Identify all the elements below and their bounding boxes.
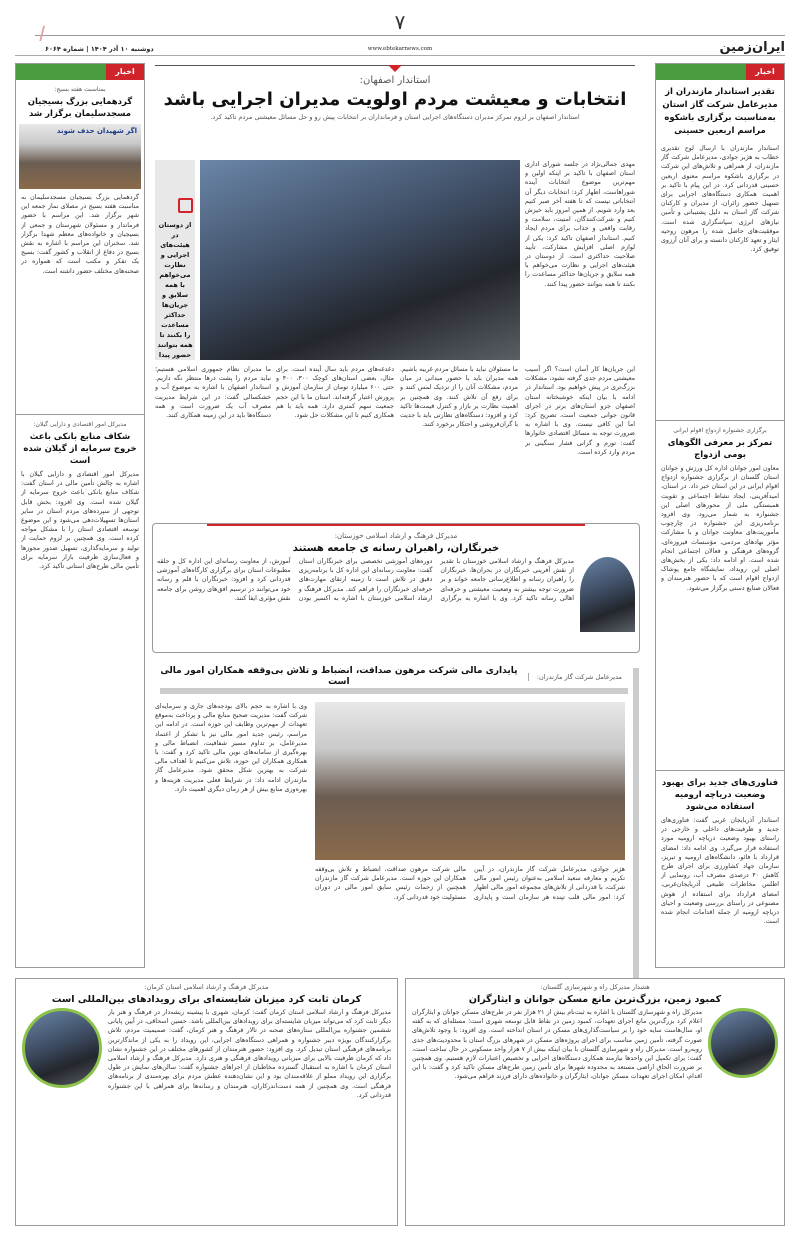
- article-photo: [19, 124, 141, 189]
- official-photo: [22, 1008, 102, 1088]
- main-photo: [200, 160, 520, 360]
- main-body: مهدی جمالی‌نژاد در جلسه شورای اداری استان اصفهان با تاکید بر اینکه اولین و مهم‌ترین موضوع انتخابات آینده شوراهاست، اظهار کرد: انتخابات دیگر آن انتخاباتی نیست که تا هفته آخر صبر کنیم بعد وارد شویم. از همین امروز باید خیزش کنیم و شرکت‌کنندگان، امنیت، سلامت و رقابت واقعی و جذاب برای مردم ایجاد کنیم. استاندار اصفهان تاکید کرد: یکی از لوازم اصلی افزایش مشارکت، تأیید صلاحیت حداکثری است. از دوستان در هیئت‌های اجرایی و نظارت می‌خواهم با همه سلایق و جریان‌ها حداکثر مساعدت را بکنند تا همه بتوانند حضور پیدا کنند.: [525, 161, 635, 288]
- kicker: هشدار مدیرکل راه و شهرسازی گلستان:: [540, 983, 650, 991]
- pull-quote: از دوستان در هیئت‌های اجرایی و نظارت می‌خواهم با همه سلایق و جریان‌ها حداکثر مساعدت را بکنند تا همه بتوانند حضور پیدا: [157, 221, 193, 359]
- date-issue: دوشنبه ۱۰ آذر ۱۴۰۴ | شماره ۶۰۶۴: [45, 45, 154, 53]
- bottom-right-box: [405, 978, 785, 1226]
- main-headline[interactable]: انتخابات و معیشت مردم اولویت مدیران اجرایی باشد: [163, 89, 627, 110]
- gas-body-right: هژبر جوادی، مدیرعامل شرکت گاز مازندران، در آیین تکریم و معارفه سعید اسلامی به‌عنوان رئیس امور مالی شرکت، با قدردانی از تلاش‌های مجموعه امور مالی اظهار کرد: امور مالی قلب تپنده هر سازمان است و پایداری مالی شرکت مرهون صداقت، انضباط و تلاش بی‌وقفه همکاران این حوزه است. مدیرعامل شرکت گاز مازندران همچنین از زحمات رئیس سابق امور مالی در دوران مسئولیت خود قدردانی کرد.: [315, 866, 625, 901]
- article-body: استاندار مازندران با ارسال لوح تقدیری خطاب به هژبر جوادی، مدیرعامل شرکت گاز مازندران، از همراهی و تلاش‌های این شرکت در برگزاری باشکوه مراسم معنوی اربعین حسینی قدردانی کرد. در این پیام با تاکید بر اهمیت همکاری دستگاه‌های اجرایی برای تسهیل حضور زائران، از مدیران و کارکنان شرکت گاز استان به دلیل پشتیبانی و تأمین نیازهای انرژی سپاسگزاری شده است. موفقیت‌های حاصل شده را مرهون روحیه ایثار و تعهد کارکنان دانسته و برای آنان آرزوی توفیق کرد.: [661, 145, 779, 254]
- masthead-rule: [35, 35, 785, 36]
- article-body: مدیرکل فرهنگ و ارشاد اسلامی استان کرمان گفت: کرمان، شهری با پیشینه ریشه‌دار در فرهنگ و هنر بار دیگر ثابت کرد که می‌تواند میزبان شایسته‌ای برای رویدادهای بین‌المللی باشد. حسین اسحاقی، در آیین پایانی ششمین جشنواره بین‌المللی ستاره‌های صحنه در تالار فرهنگ و هنر کرمان، گفت: صمیمیت مردم، تلاش برگزارکنندگان بویژه دبیر جشنواره و همراهی دستگاه‌های اجرایی، این رویداد را به یکی از ماندگارترین برنامه‌های فرهنگی استان تبدیل کرد. وی افزود: حضور هنرمندان از کشورهای مختلف در این جشنواره نشان داد که کرمان ظرفیت بالایی برای میزبانی رویدادهای فرهنگی و هنری دارد. مدیرکل فرهنگ و ارشاد اسلامی استان کرمان با اشاره به استقبال گسترده مخاطبان از اجراهای جشنواره گفت: سالن‌های نمایش در طول برگزاری این رویداد مملو از علاقه‌مندان بود و این نشان‌دهنده عطش مردم برای بهره‌مندی از برنامه‌های فرهنگی است. وی همچنین از همه دست‌اندرکاران، هنرمندان و رسانه‌ها برای همراهی با این جشنواره قدردانی کرد.: [108, 1009, 391, 1099]
- article-body: گردهمایی بزرگ بسیجیان مسجدسلیمان به مناسبت هفته بسیج در مصلای نماز جمعه این شهر برگزار شد. این مراسم با حضور فرماندار و مسئولان شهرستان و جمعی از بسیجیان و خانواده‌های معظم شهدا برگزار شد. سخنران این مراسم با اشاره به نقش بسیج در دفاع از انقلاب و کشور گفت: بسیج یک تفکر و مکتب است که همواره در صحنه‌های مختلف حضور داشته است.: [21, 194, 139, 275]
- headline[interactable]: پایداری مالی شرکت مرهون صداقت، انضباط و تلاش بی‌وقفه همکاران امور مالی است: [160, 666, 518, 687]
- page-number: ۷: [394, 10, 406, 34]
- main-body-col-1: این جریان‌ها کار آسان است؟ اگر آسیب معیشتی مردم جدی گرفته نشود، مشکلات بزرگ‌تری در پیش خواهیم بود. استاندار در ادامه با بیان اینکه خوشبختانه استان اصفهان جزو استان‌های برتر در اجرای قانون جوانی جمعیت است، تصریح کرد: اما این کافی نیست. وی با اشاره به ضرورت توجه به مسائل اقتصادی خانوارها گفت: تورم و گرانی فشار سنگینی بر مردم وارد کرده است.: [525, 366, 635, 456]
- main-body-col-2: ما مسئولان نباید با مسائل مردم غریبه باشیم. همه مدیران باید با حضور میدانی در میان مردم، مشکلات آنان را از نزدیک لمس کنند و برای رفع آن تلاش کنند. وی همچنین بر اهمیت نظارت بر بازار و کنترل قیمت‌ها تاکید کرد و افزود: دستگاه‌های نظارتی باید با جدیت با گران‌فروشی و احتکار برخورد کنند.: [400, 366, 518, 429]
- main-body-col-4: ما مدیران نظام جمهوری اسلامی هستیم؛ نباید مردم را پشت درها منتظر نگه داریم. استاندار اصفهان با اشاره به موضوع آب و خشکسالی گفت: در این شرایط مدیریت مصرف آب یک ضرورت است و همه دستگاه‌ها باید در این زمینه همکاری کنند.: [155, 366, 271, 420]
- headline[interactable]: فناوری‌های جدید برای بهبود وضعیت دریاچه ارومیه استفاده می‌شود: [661, 778, 779, 812]
- rule-arrow-icon: [388, 65, 402, 72]
- header-rule: [15, 55, 785, 56]
- quote-mark-icon: [178, 198, 193, 213]
- article-body: مدیرکل فرهنگ و ارشاد اسلامی خوزستان با تقدیر از نقش آفرینی خبرنگاران در بحران‌ها، خبرنگاران را راهبران رسانه و اطلاع‌رسانی جامعه خواند و بر ضرورت توجه بیشتر به وضعیت معیشتی و حرفه‌ای اهالی رسانه تاکید کرد. وی با اشاره به برگزاری دوره‌های آموزشی تخصصی برای خبرنگاران استان گفت: معاونت رسانه‌ای این اداره کل با برنامه‌ریزی دقیق در تلاش است تا زمینه ارتقای مهارت‌های حرفه‌ای خبرنگاران را فراهم کند. مدیرکل فرهنگ و ارشاد اسلامی خوزستان با اشاره به اکسیر بودن آموزش، از معاونت رسانه‌ای این اداره کل و حلقه مطبوعات استان برای برگزاری کارگاه‌های آموزشی قدردانی کرد و افزود: خبرنگاران با قلم و رسانه خود می‌توانند در ترسیم افق‌های روشن برای جامعه نقش مؤثری ایفا کنند.: [157, 558, 574, 602]
- official-photo: [708, 1008, 778, 1078]
- article-body: مدیرکل امور اقتصادی و دارایی گیلان با اشاره به چالش تأمین مالی در استان گفت: شکاف منابع بانکی باعث خروج سرمایه از گیلان شده است. وی افزود: بخش قابل توجهی از سپرده‌های مردم استان در سایر استان‌ها تسهیلات‌دهی می‌شود و این موضوع توسعه اقتصادی استان را با مشکل مواجه کرده است. وی همچنین بر لزوم حمایت از تولید و سرمایه‌گذاری، تسهیل صدور مجوزها و فعال‌سازی ظرفیت بازار سرمایه برای تأمین مالی طرح‌های استانی تأکید کرد.: [21, 471, 139, 571]
- gas-header: [160, 666, 628, 694]
- kicker: بمناسبت هفته بسیج:: [54, 86, 106, 93]
- headline[interactable]: تمرکز بر معرفی الگوهای بومی ازدواج: [667, 438, 773, 460]
- meeting-photo: [315, 702, 625, 860]
- article-body: استاندار آذربایجان غربی گفت: فناوری‌های جدید و ظرفیت‌های داخلی و خارجی در راستای بهبود وضعیت دریاچه ارومیه مورد استفاده قرار می‌گیرد. وی ادامه داد: امضای قرارداد با فائو، دانشگاه‌های ارومیه و تبریز، سازمان جهاد کشاورزی برای اجرای طرح کاهش ۴۰ درصدی مصرف آب، رونمایی از اطلس مخاطرات طبیعی آذربایجان‌غربی، امضای قرارداد برای استفاده از هوش مصنوعی در راستای بررسی وضعیت و احیای دریاچه ارومیه از جمله اقدامات انجام شده است.: [661, 817, 779, 926]
- news-label: اخبار: [106, 64, 144, 80]
- kicker: مدیرعامل شرکت گاز مازندران:: [528, 673, 622, 681]
- site-url[interactable]: www.ebtekarnews.com: [367, 46, 433, 52]
- box-top-rule: [207, 524, 585, 526]
- left-column: [15, 63, 145, 968]
- headline[interactable]: گردهمایی بزرگ بسیجیان مسجدسلیمان برگزار شد: [27, 97, 133, 119]
- article-body: معاون امور جوانان اداره کل ورزش و جوانان استان گلستان از برگزاری جشنواره ازدواج اقوام ایرانی در این استان خبر داد. در استان، امیدآفرینی، ایجاد نشاط اجتماعی و تقویت همبستگی ملی از محورهای اصلی این جشنواره به شمار می‌رود. وی افزود برنامه‌ریزی این جشنواره در چارچوب مأموریت‌های معاونت جوانان و با مشارکت مؤثر نهادهای مردمی، مؤسسات فیروزه‌ای، گروه‌های فرهنگی و فعالان اجتماعی انجام شده است. او ادامه داد: یکی از بخش‌های اصلی این رویداد، نمایشگاه جامع پوشاک ازدواج اقوام است که با حضور هنرمندان و فعالان صنایع دستی برگزار می‌شود.: [661, 465, 779, 592]
- right-column: [655, 63, 785, 968]
- news-label: اخبار: [746, 64, 784, 80]
- kicker: مدیرکل امور اقتصادی و دارایی گیلان:: [33, 421, 127, 428]
- khuzestan-box: [152, 523, 640, 653]
- main-body-col-3: دغدغه‌های مردم باید سال آینده است. برای مثال، بعضی استان‌های کوچک ۳۰۰، ۴۰۰ و حتی ۶۰۰ میلیارد تومان از سازمان آموزش و پرورش اعتبار گرفته‌اند. استان ما با این حجم جمعیت سهم کمتری دارد. همه باید با هم همکاری کنیم تا این مشکلات حل شود.: [276, 366, 394, 420]
- main-heading-block: [155, 74, 635, 122]
- kicker: مدیرکل فرهنگ و ارشاد اسلامی استان کرمان:: [144, 983, 269, 991]
- gas-body-left: وی با اشاره به حجم بالای بودجه‌های جاری و سرمایه‌ای شرکت گفت: مدیریت صحیح منابع مالی و پرداخت به‌موقع تعهدات از مهم‌ترین وظایف این حوزه است. در ادامه این مراسم، رئیس جدید امور مالی نیز با تشکر از اعتماد مدیرعامل، بر تداوم مسیر شفافیت، انضباط مالی و بهره‌گیری از سامانه‌های نوین مالی تاکید کرد و گفت: با همکاری همکاران این حوزه، تلاش می‌کنیم تا اهداف مالی شرکت به بهترین شکل محقق شود. مدیرعامل گاز مازندران ادامه داد: در شرایط فعلی مدیریت هزینه‌ها و بهره‌وری منابع بیش از هر زمان دیگری اهمیت دارد.: [155, 703, 307, 793]
- headline[interactable]: خبرنگاران، راهبران رسانه ی جامعه هستند: [292, 543, 500, 554]
- photo-banner: اگر شهیدان حذف شوند: [56, 127, 137, 135]
- kicker: مدیرکل فرهنگ و ارشاد اسلامی خوزستان:: [334, 532, 458, 540]
- news-label-bar: [16, 64, 144, 80]
- article-body: مدیرکل راه و شهرسازی گلستان با اشاره به ثبت‌نام بیش از ۲۱ هزار نفر در طرح‌های مسکن جوانان و ایثارگران اعلام کرد بزرگ‌ترین مانع اجرای تعهدات، کمبود زمین در نقاط قابل توسعه شهری است؛ مسئله‌ای که به گفته او، سال‌هاست سایه خود را بر سیاست‌گذاری‌های مسکن در استان انداخته است. وی افزود: با وجود تلاش‌های صورت گرفته، تأمین زمین مناسب برای اجرای پروژه‌های مسکن در شهرهای بزرگ استان با محدودیت‌های جدی روبه‌رو است. مدیرکل راه و شهرسازی گلستان با بیان اینکه بیش از ۷ هزار واحد مسکونی در حال ساخت است، گفت: برای تکمیل این واحدها نیازمند همکاری دستگاه‌های اجرایی و تخصیص اعتبارات لازم هستیم. وی همچنین بر ضرورت الحاق اراضی مستعد به محدوده شهرها برای تأمین زمین طرح‌های مسکن تاکید کرد و گفت: با این اقدام، امکان اجرای تعهدات مسکن جوانان، ایثارگران و خانواده‌های دارای فرزند فراهم می‌شود.: [412, 1009, 702, 1081]
- bottom-left-box: [15, 978, 398, 1226]
- headline[interactable]: کرمان ثابت کرد میزبان شایسته‌ای برای رویدادهای بین‌المللی است: [51, 994, 362, 1005]
- headline[interactable]: شکاف منابع بانکی باعث خروج سرمایه از گیلان شده است: [23, 432, 137, 466]
- kicker: برگزاری جشنواره ازدواج اقوام ایرانی: [673, 427, 767, 434]
- section-title: ایران‌زمین: [719, 40, 785, 55]
- headline[interactable]: تقدیر استاندار مازندران از مدیرعامل شرکت گاز استان به‌مناسبت برگزاری باشکوه مراسم اربعین حسینی: [662, 87, 778, 136]
- main-kicker: استاندار اصفهان:: [359, 75, 431, 86]
- logo: ا: [37, 22, 43, 46]
- news-label-bar: [656, 64, 784, 80]
- main-lead: استاندار اصفهان بر لزوم تمرکز مدیران دستگاه‌های اجرایی استان و فرمانداران بر انتخابات پیش رو و حل مسائل معیشتی مردم تاکید کرد.: [210, 113, 580, 121]
- gas-side-bar: [633, 668, 639, 978]
- official-photo: [580, 557, 635, 632]
- headline[interactable]: کمبود زمین، بزرگ‌ترین مانع مسکن جوانان و ایثارگران: [468, 994, 722, 1005]
